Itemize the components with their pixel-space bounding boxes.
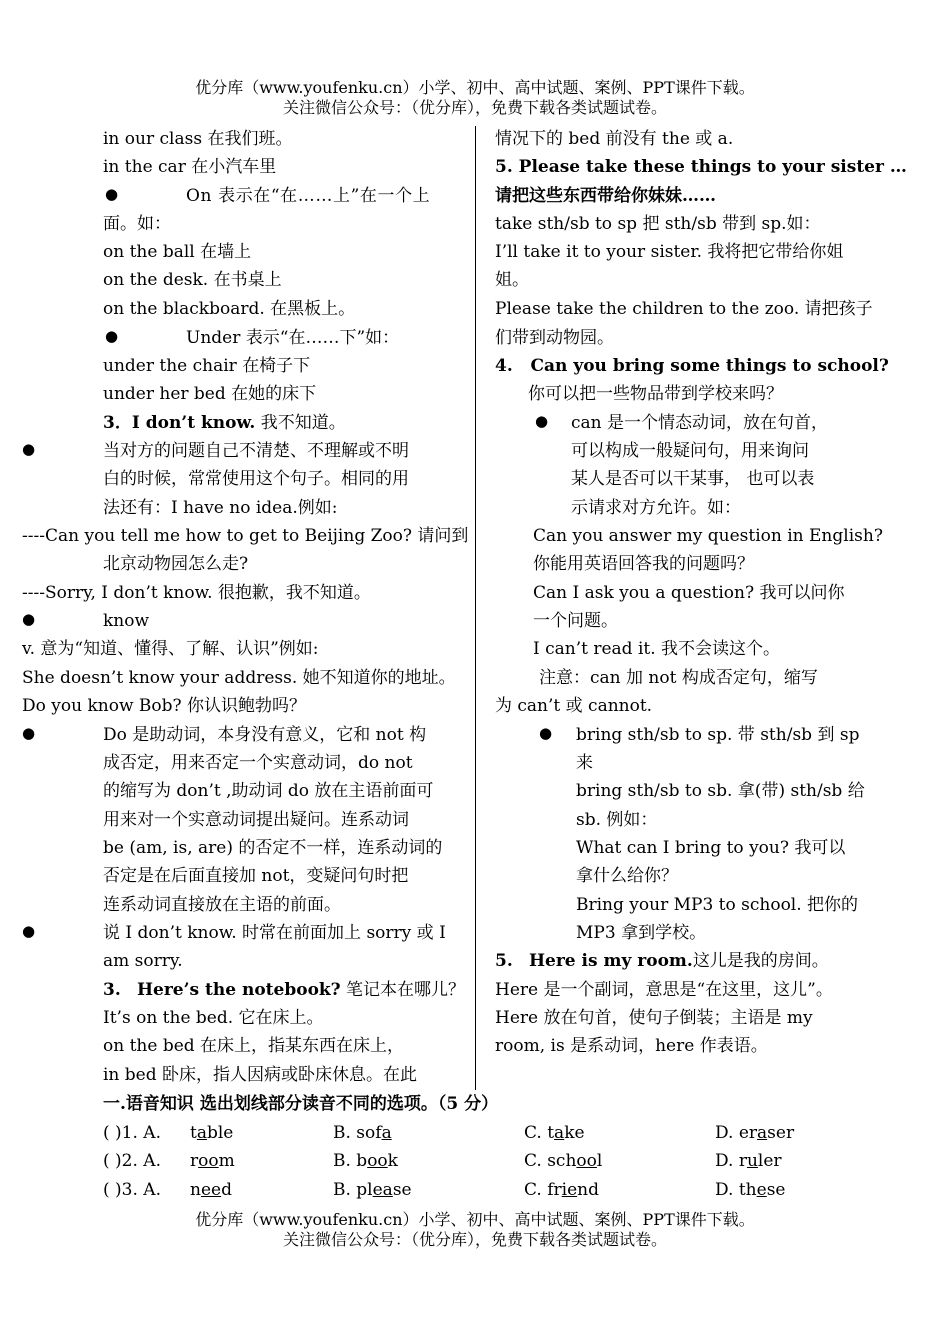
text-line: 一个问题。 bbox=[533, 611, 618, 631]
heading-chinese: 笔记本在哪儿？ bbox=[340, 980, 466, 1000]
text-line: 你能用英语回答我的问题吗？ bbox=[533, 554, 754, 574]
text-line: 说 I don’t know. 时常在前面加上 sorry 或 I bbox=[103, 923, 446, 943]
option-b[interactable]: B. sofa bbox=[333, 1123, 392, 1143]
text-line: Bring your MP3 to school. 把你的 bbox=[576, 895, 859, 915]
bullet-icon: ● bbox=[22, 610, 36, 628]
question-number: ( )2. A. bbox=[103, 1151, 161, 1171]
section-heading bbox=[495, 355, 889, 377]
text-line: room, is 是系动词，here 作表语。 bbox=[495, 1036, 768, 1056]
heading-number: 5. bbox=[495, 951, 513, 971]
text-line: MP3 拿到学校。 bbox=[576, 923, 707, 943]
text-line: 可以构成一般疑问句，用来询问 bbox=[571, 441, 809, 461]
text-line: 为 can’t 或 cannot. bbox=[495, 696, 653, 716]
text-line: It’s on the bed. 它在床上。 bbox=[103, 1008, 324, 1028]
text-line: 当对方的问题自己不清楚、不理解或不明 bbox=[103, 441, 409, 461]
text-line: ----Can you tell me how to get to Beijing Zoo? 请问到 bbox=[22, 526, 469, 546]
text-line: on the ball 在墙上 bbox=[103, 242, 252, 262]
text-line: 北京动物园怎么走? bbox=[103, 554, 249, 574]
text-line: 来 bbox=[576, 753, 593, 773]
text-line: bring sth/sb to sb. 拿(带) sth/sb 给 bbox=[576, 781, 865, 801]
question-number: ( )3. A. bbox=[103, 1180, 161, 1200]
text-line: know bbox=[103, 611, 150, 631]
heading-english: I don’t know. bbox=[131, 413, 256, 433]
text-line: Please take the children to the zoo. 请把孩子 bbox=[495, 299, 873, 319]
text-line: 们带到动物园。 bbox=[495, 328, 614, 348]
option-a[interactable]: need bbox=[190, 1180, 232, 1200]
section-heading bbox=[495, 950, 829, 972]
text-line: What can I bring to you? 我可以 bbox=[576, 838, 846, 858]
text-line: 拿什么给你？ bbox=[576, 866, 678, 886]
column-divider bbox=[475, 126, 476, 1090]
text-line: 某人是否可以干某事， 也可以表 bbox=[571, 469, 815, 489]
text-line: can 是一个情态动词，放在句首， bbox=[571, 413, 829, 433]
text-line: in bed 卧床，指人因病或卧床休息。在此 bbox=[103, 1065, 418, 1085]
text-line: under her bed 在她的床下 bbox=[103, 384, 317, 404]
text-line: Here 放在句首，使句子倒装；主语是 my bbox=[495, 1008, 813, 1028]
exercise-title: 一.语音知识 选出划线部分读音不同的选项。（5 分） bbox=[103, 1094, 499, 1114]
text-line: 连系动词直接放在主语的前面。 bbox=[103, 895, 341, 915]
heading-english: Can you bring some things to school? bbox=[530, 356, 889, 376]
option-d[interactable]: D. these bbox=[715, 1180, 786, 1200]
text-line: in our class 在我们班。 bbox=[103, 129, 293, 149]
text-line: sb. 例如： bbox=[576, 810, 658, 830]
footer-line-1: 优分库（www.youfenku.cn）小学、初中、高中试题、案例、PPT课件下载。 bbox=[195, 1210, 755, 1229]
question-number: ( )1. A. bbox=[103, 1123, 161, 1143]
text-line: I’ll take it to your sister. 我将把它带给你姐 bbox=[495, 242, 844, 262]
text-line: 否定是在后面直接加 not，变疑问句时把 bbox=[103, 866, 409, 886]
bullet-icon: ● bbox=[105, 185, 119, 203]
option-d[interactable]: D. eraser bbox=[715, 1123, 795, 1143]
text-line: Can you answer my question in English? bbox=[533, 526, 883, 546]
heading-english: Here is my room. bbox=[528, 951, 693, 971]
text-line: under the chair 在椅子下 bbox=[103, 356, 311, 376]
bullet-icon: ● bbox=[22, 922, 36, 940]
heading-chinese: 我不知道。 bbox=[255, 413, 346, 433]
text-line: Can I ask you a question? 我可以问你 bbox=[533, 583, 845, 603]
option-c[interactable]: C. school bbox=[524, 1151, 603, 1171]
text-line: Do you know Bob? 你认识鲍勃吗？ bbox=[22, 696, 307, 716]
option-b[interactable]: B. please bbox=[333, 1180, 412, 1200]
text-line: in the car 在小汽车里 bbox=[103, 157, 277, 177]
text-line: 的缩写为 don’t ,助动词 do 放在主语前面可 bbox=[103, 781, 434, 801]
header-line-2: 关注微信公众号：（优分库），免费下载各类试题试卷。 bbox=[282, 98, 667, 117]
bullet-icon: ● bbox=[22, 440, 36, 458]
text-line: v. 意为“知道、懂得、了解、认识”例如: bbox=[22, 639, 319, 659]
option-a[interactable]: room bbox=[190, 1151, 235, 1171]
text-line: 白的时候，常常使用这个句子。相同的用 bbox=[103, 469, 409, 489]
section-heading bbox=[103, 412, 346, 434]
bullet-icon: ● bbox=[535, 412, 549, 430]
text-line: bring sth/sb to sp. 带 sth/sb 到 sp bbox=[576, 725, 860, 745]
text-line: on the desk. 在书桌上 bbox=[103, 270, 282, 290]
text-line: 姐。 bbox=[495, 270, 529, 290]
option-d[interactable]: D. ruler bbox=[715, 1151, 782, 1171]
text-line: I can’t read it. 我不会读这个。 bbox=[533, 639, 781, 659]
section-heading: 5. Please take these things to your sister … bbox=[495, 157, 907, 177]
bullet-icon: ● bbox=[539, 724, 553, 742]
heading-number: 3. bbox=[103, 980, 121, 1000]
text-line: On 表示在“在……上”在一个上 bbox=[186, 186, 431, 206]
text-line: take sth/sb to sp 把 sth/sb 带到 sp.如： bbox=[495, 214, 821, 234]
text-line: Here 是一个副词，意思是“在这里，这儿”。 bbox=[495, 980, 833, 1000]
section-heading bbox=[103, 979, 465, 1001]
text-line: 法还有：I have no idea.例如: bbox=[103, 498, 338, 518]
text-line: She doesn’t know your address. 她不知道你的地址。 bbox=[22, 668, 456, 688]
text-line: Do 是助动词，本身没有意义，它和 not 构 bbox=[103, 725, 427, 745]
option-a[interactable]: table bbox=[190, 1123, 234, 1143]
option-c[interactable]: C. friend bbox=[524, 1180, 599, 1200]
option-c[interactable]: C. take bbox=[524, 1123, 585, 1143]
option-b[interactable]: B. book bbox=[333, 1151, 398, 1171]
section-heading: 请把这些东西带给你妹妹…… bbox=[495, 186, 716, 206]
text-line: ----Sorry, I don’t know. 很抱歉，我不知道。 bbox=[22, 583, 371, 603]
text-line: 用来对一个实意动词提出疑问。连系动词 bbox=[103, 810, 409, 830]
text-line: 面。如： bbox=[103, 214, 171, 234]
text-line: 注意：can 加 not 构成否定句，缩写 bbox=[539, 668, 818, 688]
bullet-icon: ● bbox=[22, 724, 36, 742]
heading-chinese: 这儿是我的房间。 bbox=[692, 951, 829, 971]
text-line: 示请求对方允许。如： bbox=[571, 498, 741, 518]
footer-line-2: 关注微信公众号：（优分库），免费下载各类试题试卷。 bbox=[282, 1230, 667, 1249]
text-line: am sorry. bbox=[103, 951, 183, 971]
heading-number: 3． bbox=[103, 413, 132, 433]
heading-english: Here’s the notebook? bbox=[136, 980, 341, 1000]
text-line: 你可以把一些物品带到学校来吗？ bbox=[528, 384, 783, 404]
text-line: Under 表示“在……下”如： bbox=[186, 328, 400, 348]
text-line: on the blackboard. 在黑板上。 bbox=[103, 299, 356, 319]
bullet-icon: ● bbox=[105, 327, 119, 345]
text-line: on the bed 在床上，指某东西在床上， bbox=[103, 1036, 405, 1056]
text-line: 成否定，用来否定一个实意动词，do not bbox=[103, 753, 413, 773]
header-line-1: 优分库（www.youfenku.cn）小学、初中、高中试题、案例、PPT课件下载。 bbox=[195, 78, 755, 97]
text-line: be (am, is, are) 的否定不一样，连系动词的 bbox=[103, 838, 443, 858]
heading-number: 4. bbox=[495, 356, 513, 376]
text-line: 情况下的 bed 前没有 the 或 a. bbox=[495, 129, 734, 149]
